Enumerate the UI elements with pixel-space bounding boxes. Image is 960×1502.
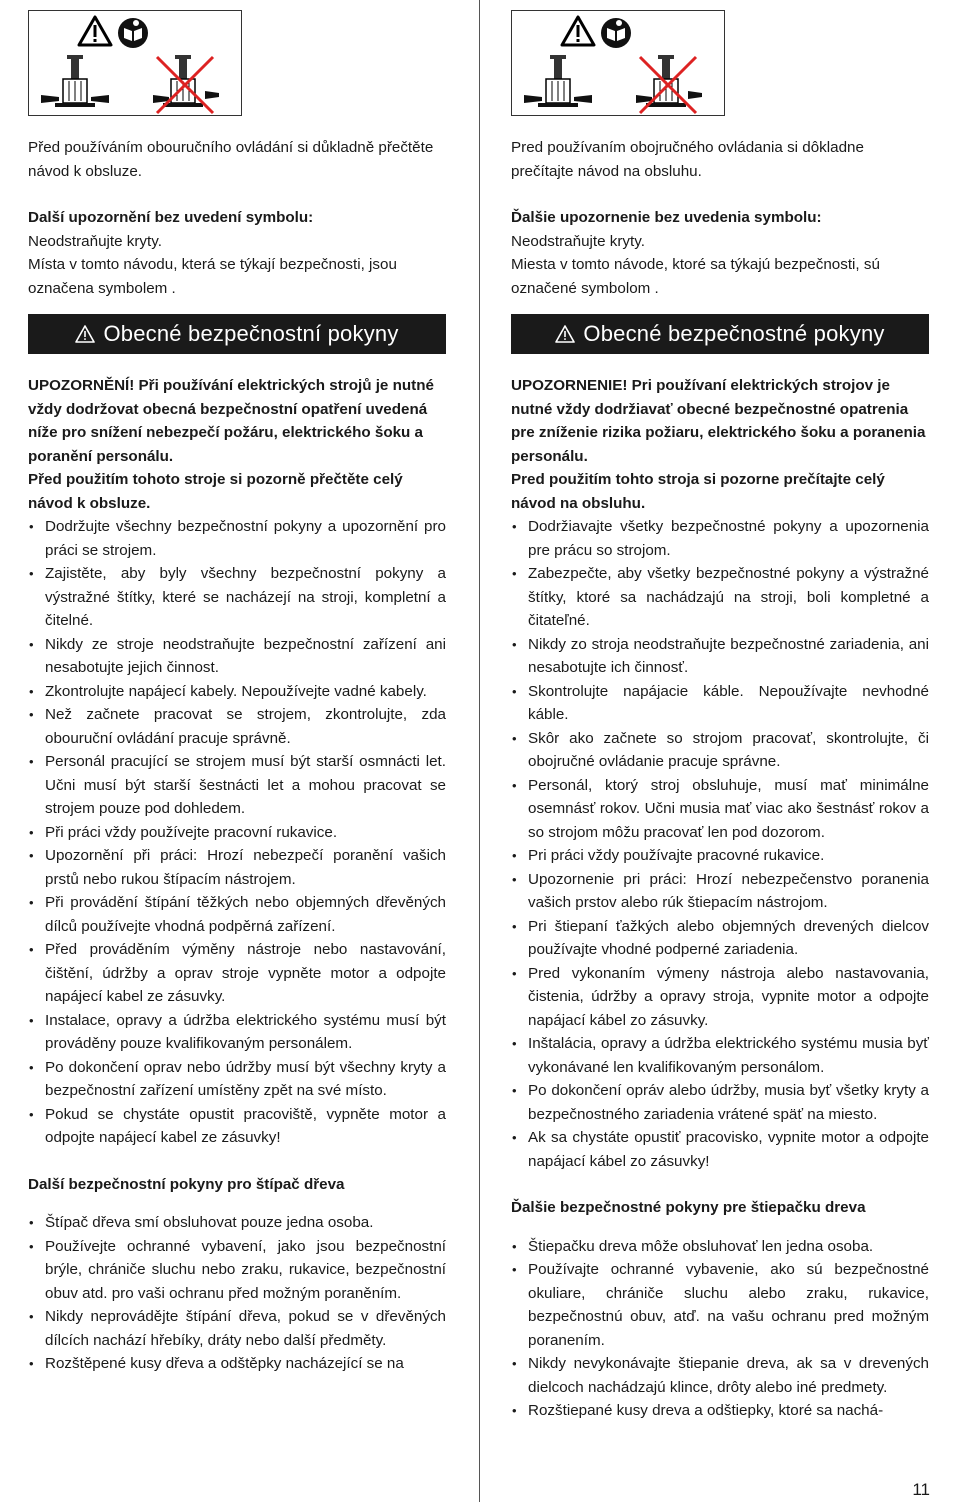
list-item: • Zabezpečte, aby všetky bezpečnostné pokyny a výstražné štítky, ktoré sa nachádzajú na stroji, boli kompletné a čitateľné.: [511, 562, 929, 633]
list-item: • Personál pracující se strojem musí být starší osmnácti let. Učni musí být starší šestnácti let a mohou pracovat se strojem pouze pod dohledem.: [28, 750, 446, 821]
intro-text: Před používáním obouručního ovládání si důkladně přečtěte návod k obsluze.: [28, 139, 434, 180]
machine-allowed-icon: [41, 55, 109, 107]
list-item: • Pokud se chystáte opustit pracoviště, vypněte motor a odpojte napájecí kabel ze zásuvky!: [28, 1103, 446, 1150]
splitter-safety-list: [28, 1211, 446, 1376]
safety-pictogram: [511, 10, 725, 116]
list-item: • Štípač dřeva smí obsluhovat pouze jedna osoba.: [28, 1211, 446, 1235]
warning-triangle-icon: [75, 325, 95, 343]
notice-line: Miesta v tomto návode, ktoré sa týkajú bezpečnosti, sú označené symbolom .: [511, 256, 880, 297]
section-title: Obecné bezpečnostní pokyny: [103, 321, 399, 346]
list-item: • Rozštiepané kusy dreva a odštiepky, ktoré sa nachá-: [511, 1399, 929, 1423]
list-item: • Instalace, opravy a údržba elektrického systému musí být prováděny pouze kvalifikovaným personálem.: [28, 1009, 446, 1056]
two-hand-operation-pictogram: [29, 11, 243, 117]
list-item: • Než začnete pracovat se strojem, zkontrolujte, zda obouruční ovládání pracuje správně.: [28, 703, 446, 750]
list-item: • Pri štiepaní ťažkých alebo objemných drevených dielcov používajte vhodné podperné zariadenia.: [511, 915, 929, 962]
warning-lead: UPOZORNENIE! Pri používaní elektrických strojov je nutné vždy dodržiavať obecné bezpečnostné opatrenia pre zníženie rizika požiaru, elektrického šoku a poranenia personálu.: [511, 377, 926, 465]
intro-text: Pred používaním obojručného ovládania si dôkladne prečítajte návod na obsluhu.: [511, 139, 864, 180]
list-item: • Nikdy nevykonávajte štiepanie dreva, ak sa v drevených dielcoch nachádzajú klince, drôty alebo iné predmety.: [511, 1352, 929, 1399]
safety-pictogram: [28, 10, 242, 116]
machine-allowed-icon: [524, 55, 592, 107]
notice-title: Ďalšie upozornenie bez uvedenia symbolu:: [511, 209, 822, 226]
list-item: • Personál, ktorý stroj obsluhuje, musí mať minimálne osemnásť rokov. Učni musia mať viac ako šestnásť rokov a so strojom môžu pracovať len pod dozorom.: [511, 774, 929, 845]
section-header: [511, 314, 929, 354]
notice-line: Neodstraňujte kryty.: [28, 232, 162, 250]
warning-triangle-icon: [79, 17, 111, 45]
list-item: • Ak sa chystáte opustiť pracovisko, vypnite motor a odpojte napájací kábel zo zásuvky!: [511, 1126, 929, 1173]
column-slovak: [511, 10, 929, 1423]
list-item: • Upozornění při práci: Hrozí nebezpečí poranění vašich prstů nebo rukou štípacím nástrojem.: [28, 844, 446, 891]
general-safety-list: [511, 515, 929, 1173]
warning-triangle-icon: [555, 325, 575, 343]
splitter-heading: Další bezpečnostní pokyny pro štípač dřeva: [28, 1175, 345, 1193]
warning-triangle-icon: [562, 17, 594, 45]
warning-lead: UPOZORNĚNÍ! Při používání elektrických strojů je nutné vždy dodržovat obecná bezpečnostní opatření uvedená níže pro snížení nebezpečí požáru, elektrického šoku a poranění personálu.: [28, 377, 434, 465]
column-divider: [479, 0, 480, 1502]
list-item: • Nikdy neprovádějte štípání dřeva, pokud se v dřevěných dílcích nachází hřebíky, dráty nebo další předměty.: [28, 1305, 446, 1352]
splitter-heading: Ďalšie bezpečnostné pokyny pre štiepačku dreva: [511, 1199, 866, 1216]
splitter-safety-list: [511, 1235, 929, 1423]
list-item: • Pred vykonaním výmeny nástroja alebo nastavovania, čistenia, údržby a opravy stroja, vypnite motor a odpojte napájací kábel zo zásuvky.: [511, 962, 929, 1033]
list-item: • Pri práci vždy používajte pracovné rukavice.: [511, 844, 929, 868]
read-manual-text: Pred použitím tohto stroja si pozorne prečítajte celý návod na obsluhu.: [511, 471, 885, 512]
list-item: • Dodržiavajte všetky bezpečnostné pokyny a upozornenia pre prácu so strojom.: [511, 515, 929, 562]
section-header: [28, 314, 446, 354]
notice-line: Neodstraňujte kryty.: [511, 232, 645, 250]
list-item: • Rozštěpené kusy dřeva a odštěpky nacházející se na: [28, 1352, 446, 1376]
general-safety-list: [28, 515, 446, 1150]
list-item: • Zkontrolujte napájecí kabely. Nepoužívejte vadné kabely.: [28, 680, 446, 704]
list-item: • Zajistěte, aby byly všechny bezpečnostní pokyny a výstražné štítky, které se nacházejí na stroji, kompletní a čitelné.: [28, 562, 446, 633]
section-title: Obecné bezpečnostné pokyny: [583, 321, 885, 346]
list-item: • Štiepačku dreva môže obsluhovať len jedna osoba.: [511, 1235, 929, 1259]
list-item: • Před prováděním výměny nástroje nebo nastavování, čištění, údržby a oprav stroje vypněte motor a odpojte napájecí kabel ze zásuvky.: [28, 938, 446, 1009]
list-item: • Skôr ako začnete so strojom pracovať, skontrolujte, či obojručné ovládanie pracuje správne.: [511, 727, 929, 774]
page-number: 11: [912, 1480, 930, 1499]
list-item: • Při práci vždy používejte pracovní rukavice.: [28, 821, 446, 845]
read-manual-icon: [118, 18, 148, 48]
machine-forbidden-icon: [153, 55, 219, 113]
list-item: • Po dokončení oprav nebo údržby musí být všechny kryty a bezpečnostní zařízení umístěny zpět na své místo.: [28, 1056, 446, 1103]
list-item: • Při provádění štípání těžkých nebo objemných dřevěných dílců používejte vhodná podpěrná zařízení.: [28, 891, 446, 938]
notice-title: Další upozornění bez uvedení symbolu:: [28, 209, 314, 226]
list-item: • Nikdy zo stroja neodstraňujte bezpečnostné zariadenia, ani nesabotujte ich činnosť.: [511, 633, 929, 680]
list-item: • Nikdy ze stroje neodstraňujte bezpečnostní zařízení ani nesabotujte jejich činnost.: [28, 633, 446, 680]
two-hand-operation-pictogram: [512, 11, 726, 117]
list-item: • Po dokončení opráv alebo údržby, musia byť všetky kryty a bezpečnostného zariadenia vrátené späť na miesto.: [511, 1079, 929, 1126]
list-item: • Používejte ochranné vybavení, jako jsou bezpečnostní brýle, chrániče sluchu nebo zraku, rukavice, bezpečnostní obuv atd. pro vaši ochranu před možným poraněním.: [28, 1235, 446, 1306]
column-czech: [28, 10, 446, 1376]
list-item: • Používajte ochranné vybavenie, ako sú bezpečnostné okuliare, chrániče sluchu alebo zraku, rukavice, bezpečnostnú obuv, atď. na vašu ochranu pred možným poranením.: [511, 1258, 929, 1352]
list-item: • Upozornenie pri práci: Hrozí nebezpečenstvo poranenia vašich prstov alebo rúk štiepacím nástrojom.: [511, 868, 929, 915]
read-manual-text: Před použitím tohoto stroje si pozorně přečtěte celý návod k obsluze.: [28, 471, 403, 512]
list-item: • Skontrolujte napájacie káble. Nepoužívajte nevhodné káble.: [511, 680, 929, 727]
read-manual-icon: [601, 18, 631, 48]
list-item: • Inštalácia, opravy a údržba elektrického systému musia byť vykonávané len kvalifikovaným personálom.: [511, 1032, 929, 1079]
list-item: • Dodržujte všechny bezpečnostní pokyny a upozornění pro práci se strojem.: [28, 515, 446, 562]
notice-line: Místa v tomto návodu, která se týkají bezpečnosti, jsou označena symbolem .: [28, 256, 397, 297]
machine-forbidden-icon: [636, 55, 702, 113]
